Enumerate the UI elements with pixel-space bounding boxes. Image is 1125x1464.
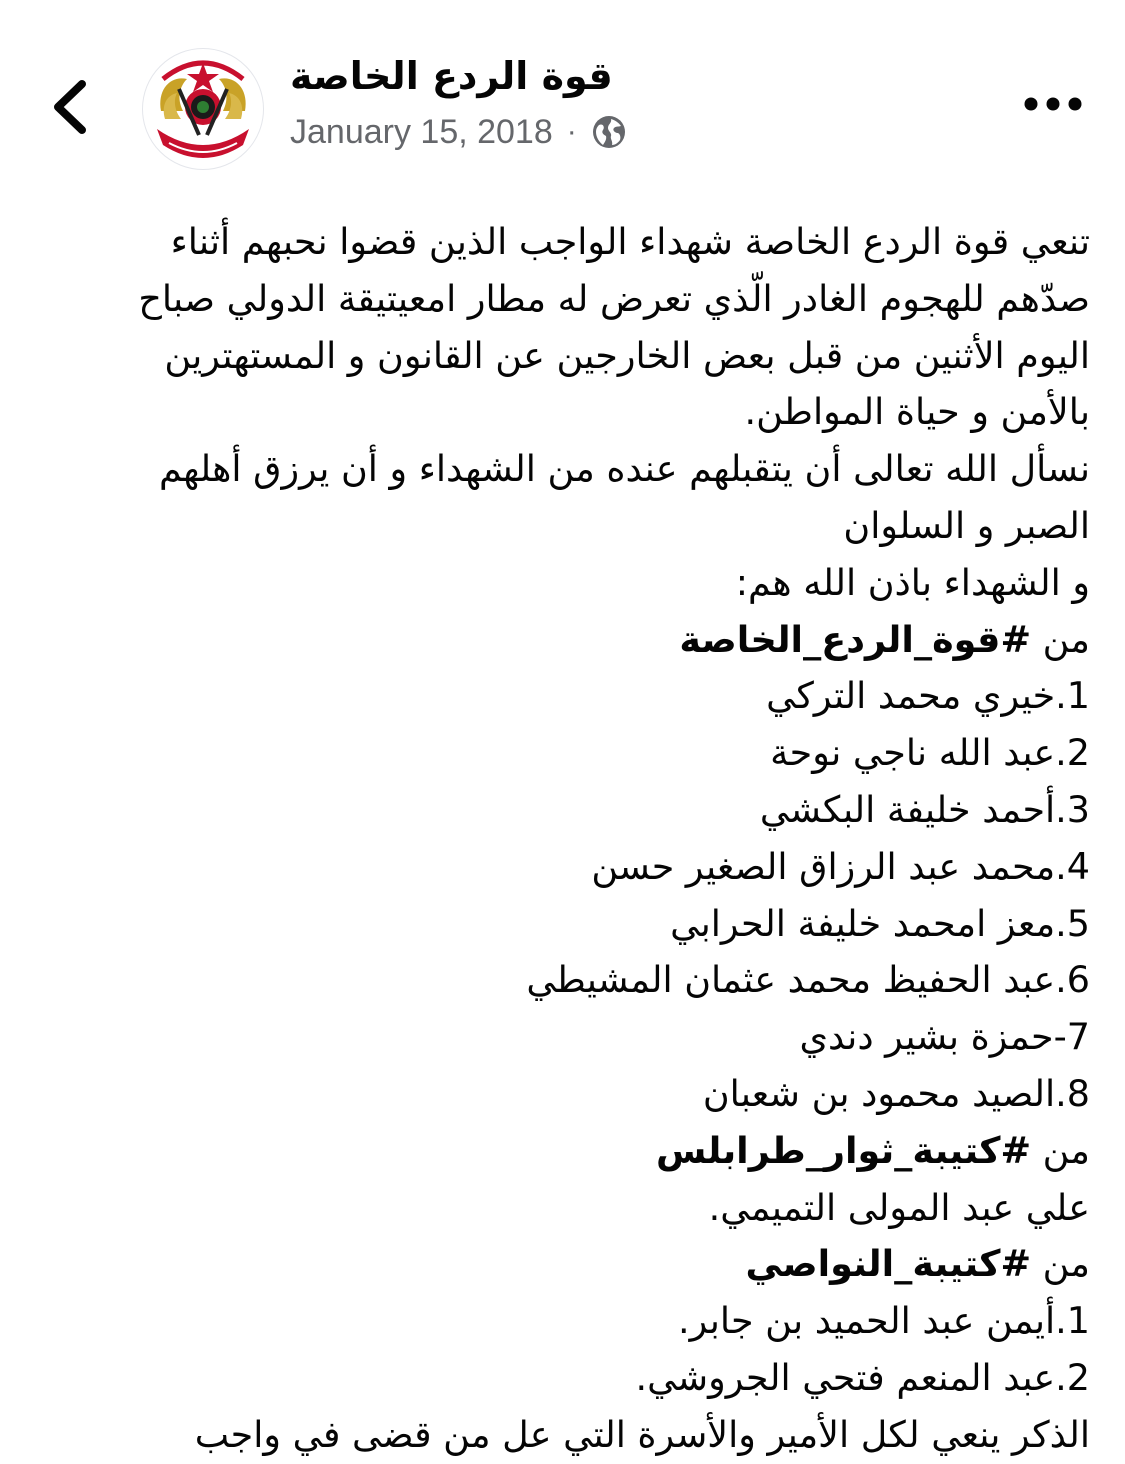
list-item: 2.عبد الله ناجي نوحة [770, 731, 1090, 775]
hashtag-link[interactable]: #كتيبة_ثوار_طرابلس [655, 1128, 1032, 1172]
avatar[interactable] [142, 48, 264, 170]
post-line: تنعي قوة الردع الخاصة شهداء الواجب الذين قضوا نحبهم أثناء [170, 220, 1090, 263]
post-line-cut: الذكر ينعي لكل الأمير والأسرة التي عل من قضى في واجب [194, 1412, 1090, 1456]
hashtag-link[interactable]: #قوة_الردع_الخاصة [679, 617, 1032, 661]
page-logo-icon [143, 49, 263, 169]
list-item: 4.محمد عبد الرزاق الصغير حسن [591, 844, 1090, 888]
post-text [30, 214, 1090, 1456]
group-prefix: من [1031, 1242, 1090, 1286]
post-line: بالأمن و حياة المواطن. [744, 390, 1090, 434]
back-button[interactable] [44, 72, 100, 142]
list-item: 8.الصيد محمود بن شعبان [702, 1071, 1090, 1115]
list-item: 2.عبد المنعم فتحي الجروشي. [635, 1355, 1090, 1399]
group-heading [30, 612, 1090, 669]
group-prefix: من [1031, 617, 1090, 661]
post-header [0, 0, 1125, 190]
post-line: و الشهداء باذن الله هم: [735, 560, 1090, 604]
page-name[interactable]: قوة الردع الخاصة [290, 54, 613, 98]
list-item: 1.أيمن عبد الحميد بن جابر. [677, 1299, 1090, 1343]
more-horizontal-icon [1020, 84, 1086, 124]
post-line: اليوم الأثنين من قبل بعض الخارجين عن القانون و المستهترين [164, 333, 1090, 377]
list-item: 6.عبد الحفيظ محمد عثمان المشيطي [526, 958, 1090, 1002]
list-item: 7-حمزة بشير دندي [799, 1015, 1090, 1059]
chevron-left-icon [44, 72, 100, 142]
post-line: الصبر و السلوان [843, 503, 1090, 547]
meta-separator: · [566, 115, 577, 148]
list-item: 1.خيري محمد التركي [766, 674, 1090, 718]
post-line: نسأل الله تعالى أن يتقبلهم عنده من الشهداء و أن يرزق أهلهم [158, 447, 1090, 491]
group-prefix: من [1031, 1128, 1090, 1172]
post-meta [290, 110, 627, 154]
list-item: 3.أحمد خليفة البكشي [759, 787, 1090, 831]
globe-icon[interactable] [591, 114, 627, 150]
group-heading [30, 1236, 1090, 1293]
post-line: صدّهم للهجوم الغادر الّذي تعرض له مطار امعيتيقة الدولي صباح [138, 276, 1090, 320]
group-heading [30, 1123, 1090, 1180]
list-item: 5.معز امحمد خليفة الحرابي [670, 901, 1090, 945]
list-item: علي عبد المولى التميمي. [708, 1185, 1090, 1229]
hashtag-link[interactable]: #كتيبة_النواصي [745, 1242, 1032, 1286]
more-options-button[interactable] [1020, 84, 1086, 124]
post-date[interactable]: January 15, 2018 [290, 112, 553, 151]
